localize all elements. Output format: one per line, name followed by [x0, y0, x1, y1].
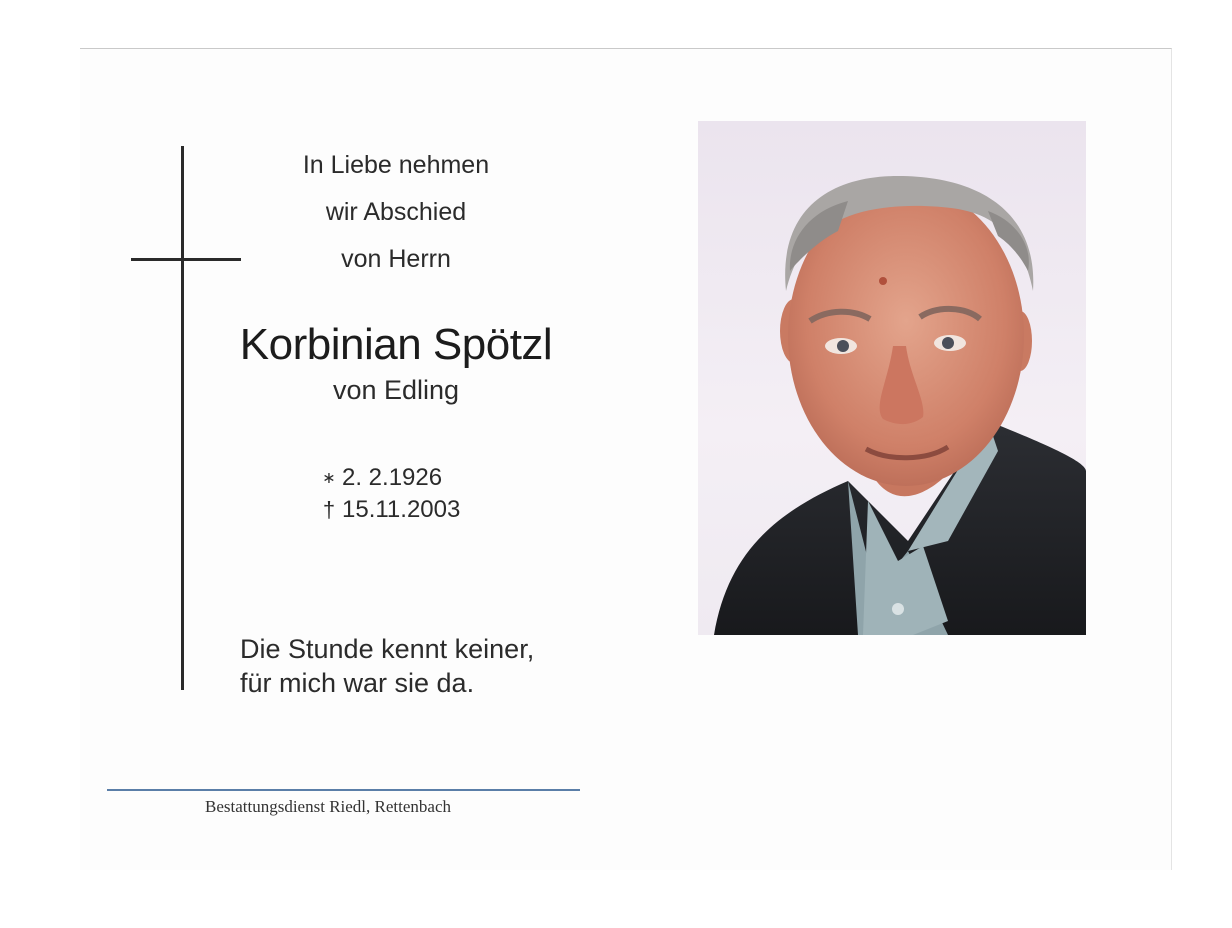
death-date: 15.11.2003 [342, 496, 461, 523]
birth-date: 2. 2.1926 [342, 464, 443, 491]
deceased-place: von Edling [332, 375, 460, 405]
dagger-icon: † [322, 497, 336, 522]
intro-line: wir Abschied [325, 198, 467, 226]
birth-row [320, 462, 460, 494]
portrait-illustration [698, 121, 1086, 635]
footer-divider [107, 789, 580, 791]
star-icon: ∗ [322, 470, 336, 487]
intro-text [216, 142, 576, 283]
cross-icon [181, 146, 184, 690]
life-dates [320, 462, 460, 526]
quote-line: Die Stunde kennt keiner, [240, 634, 535, 664]
intro-line: von Herrn [341, 245, 451, 273]
funeral-service: Bestattungsdienst Riedl, Rettenbach [205, 797, 451, 816]
deceased-name: Korbinian Spötzl [239, 320, 553, 369]
intro-line: In Liebe nehmen [302, 151, 490, 179]
memorial-quote [240, 632, 534, 700]
portrait-photo [698, 121, 1086, 635]
quote-line: für mich war sie da. [240, 668, 475, 698]
death-row [320, 494, 460, 526]
